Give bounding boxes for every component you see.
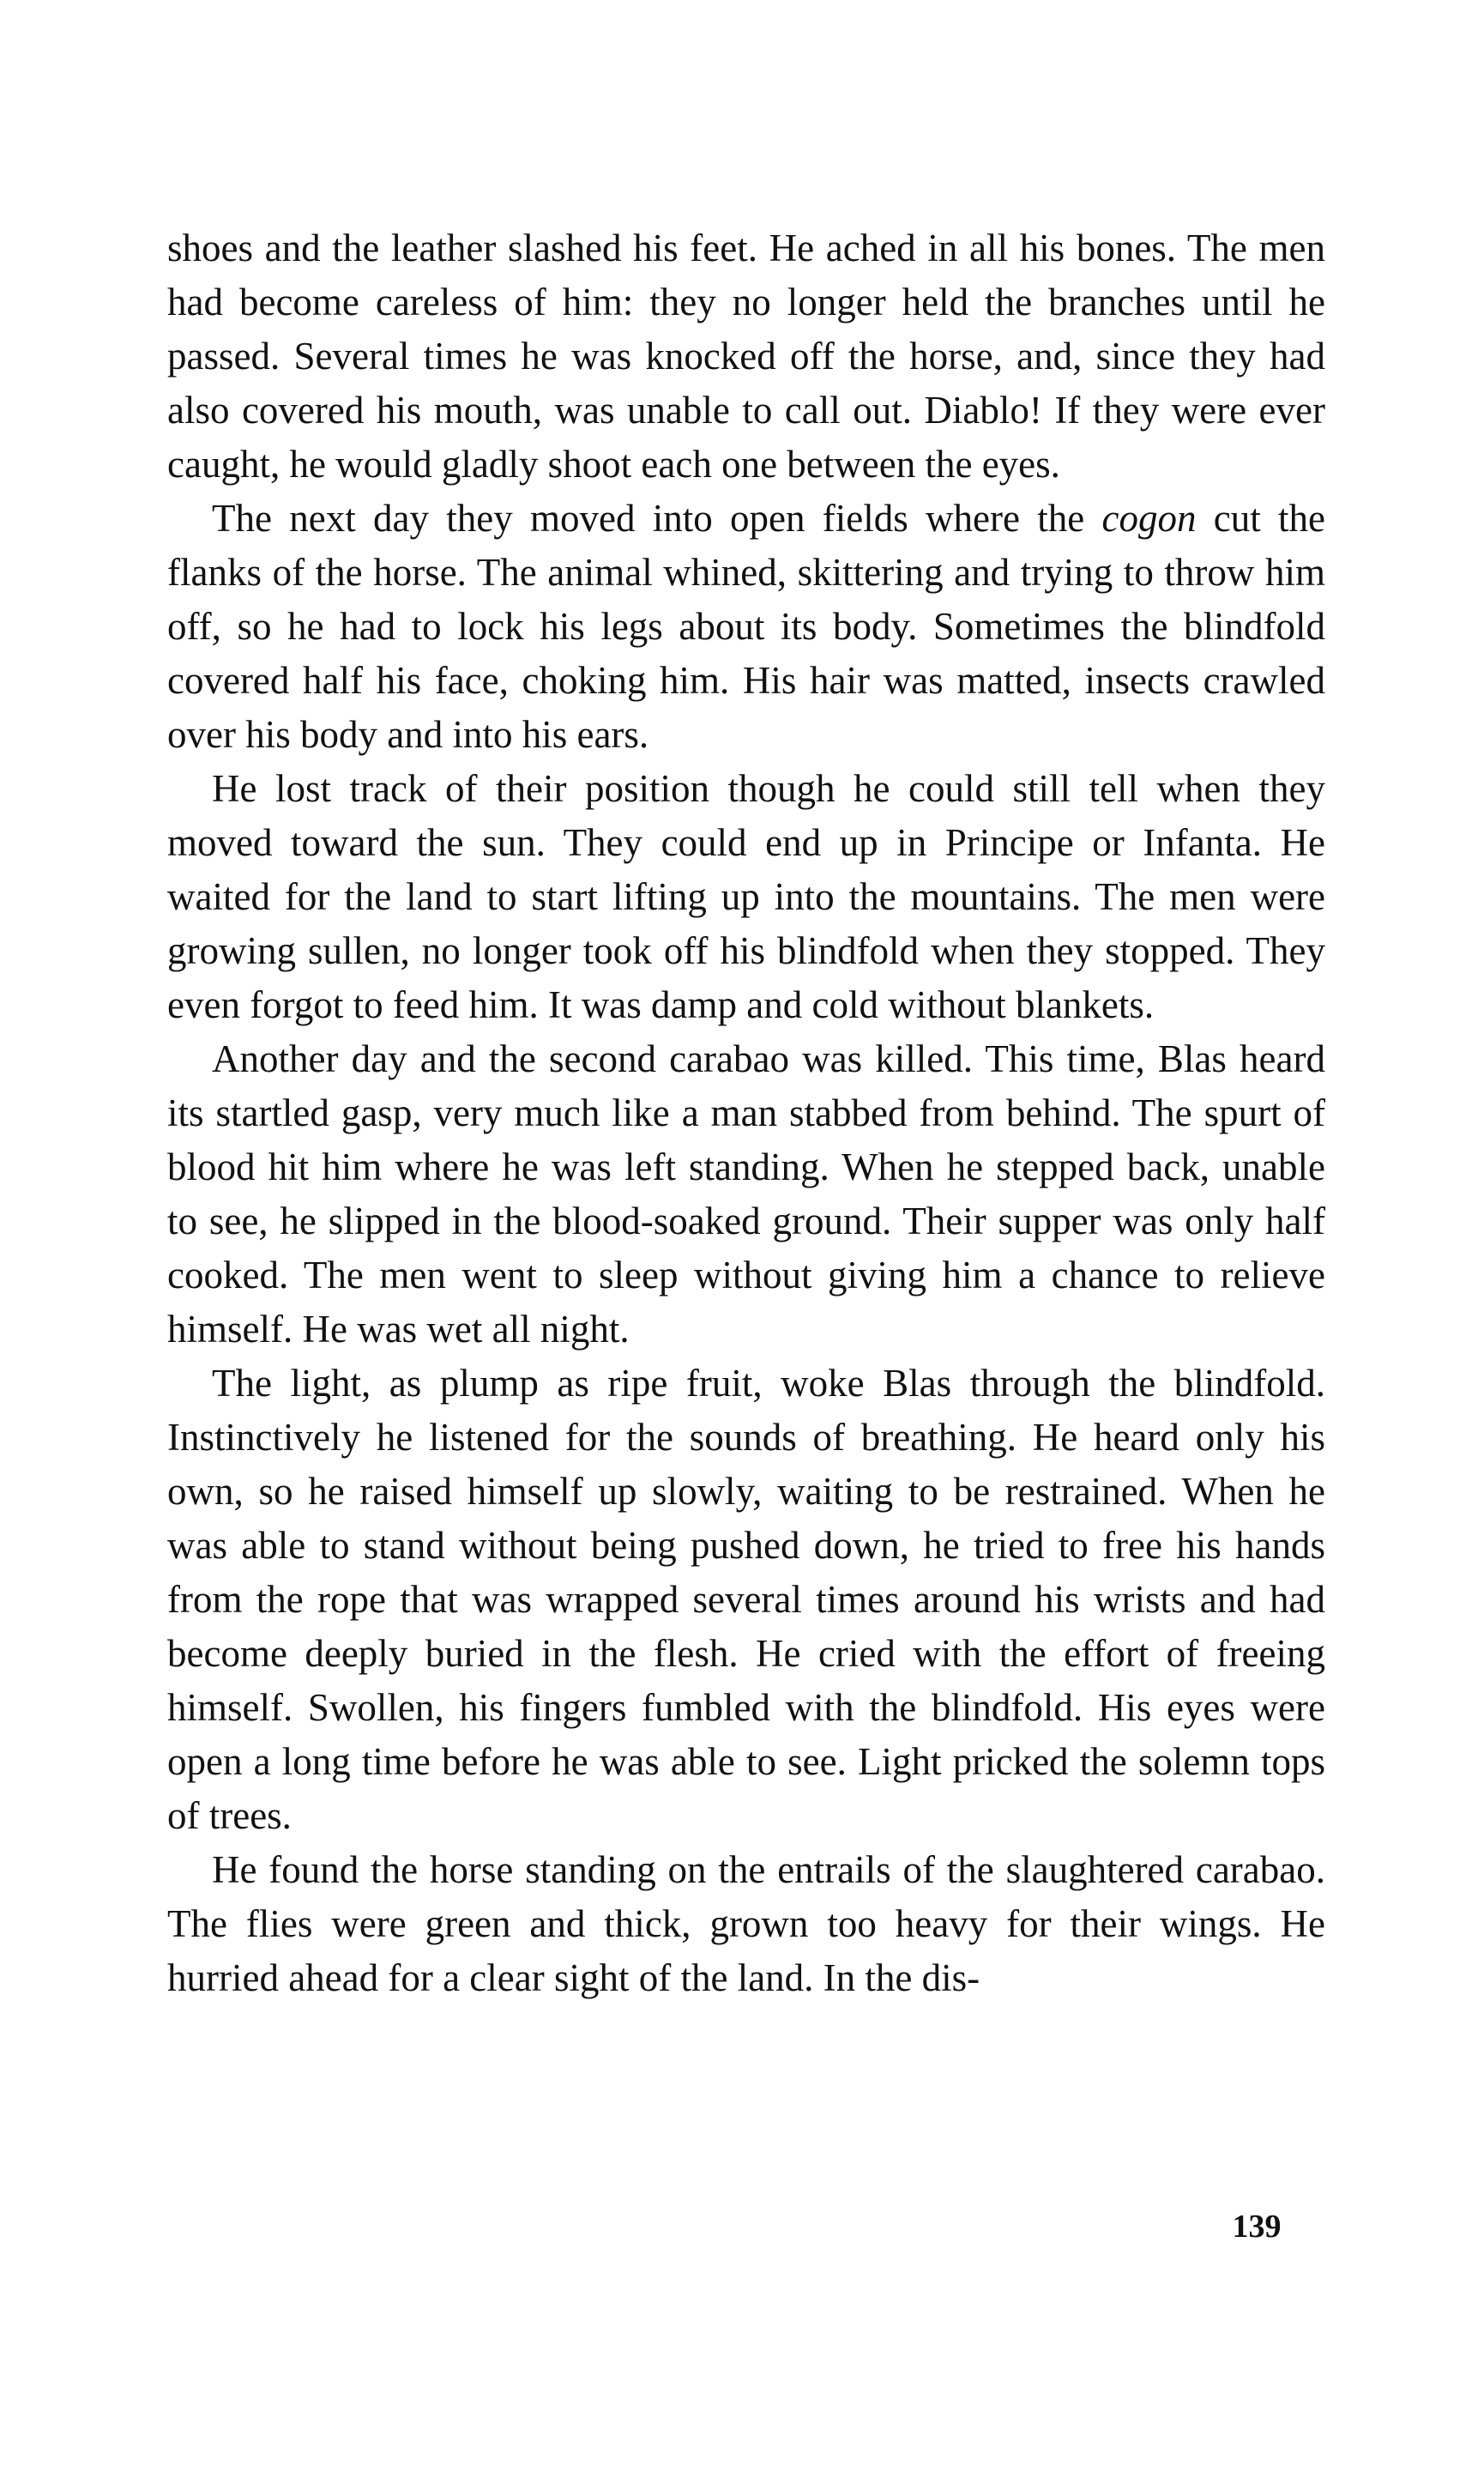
paragraph-2 — [167, 492, 1325, 762]
paragraph-5 — [167, 1357, 1325, 1843]
paragraph-2-italic-word: cogon — [1101, 497, 1197, 540]
paragraph-6 — [167, 1843, 1325, 2005]
paragraph-3-text: He lost track of their position though he could still tell when they moved toward the sun. They could end up in Principe or Infanta. He waited for the land to start lifting up into the mountains. The men were growing sullen, no longer took off his blindfold when they stopped. They even forgot to feed him. It was damp and cold without blankets. — [167, 767, 1325, 1026]
paragraph-4-text: Another day and the second carabao was killed. This time, Blas heard its startled gasp, very much like a man stabbed from behind. The spurt of blood hit him where he was left standing. When he stepped back, unable to see, he slipped in the blood-soaked ground. Their supper was only half cooked. The men went to sleep without giving him a chance to relieve himself. He was wet all night. — [167, 1037, 1325, 1351]
paragraph-1-text: shoes and the leather slashed his feet. He ached in all his bones. The men had become careless of him: they no longer held the branches until he passed. Several times he was knocked off the horse, and, since they had also covered his mouth, was unable to call out. Diablo! If they were ever caught, he would gladly shoot each one between the eyes. — [167, 227, 1325, 486]
paragraph-4 — [167, 1032, 1325, 1357]
paragraph-3 — [167, 762, 1325, 1032]
paragraph-1 — [167, 221, 1325, 492]
paragraph-5-text: The light, as plump as ripe fruit, woke Blas through the blindfold. Instinctively he listened for the sounds of breathing. He heard only his own, so he raised himself up slowly, waiting to be restrained. When he was able to stand without being pushed down, he tried to free his hands from the rope that was wrapped several times around his wrists and had become deeply buried in the flesh. He cried with the effort of freeing himself. Swollen, his fingers fumbled with the blindfold. His eyes were open a long time before he was able to see. Light pricked the solemn tops of trees. — [167, 1362, 1325, 1837]
body-text — [167, 221, 1325, 2005]
paragraph-2-text-end: cut the flanks of the horse. The animal whined, skittering and trying to throw him off, so he had to lock his legs about its body. Sometimes the blindfold covered half his face, choking him. His hair was matted, insects crawled over his body and into his ears. — [167, 497, 1325, 756]
paragraph-2-text-start: The next day they moved into open fields where the — [212, 497, 1102, 540]
page-number: 139 — [1232, 2209, 1282, 2245]
paragraph-6-text: He found the horse standing on the entrails of the slaughtered carabao. The flies were green and thick, grown too heavy for their wings. He hurried ahead for a clear sight of the land. In the dis- — [167, 1848, 1325, 1999]
